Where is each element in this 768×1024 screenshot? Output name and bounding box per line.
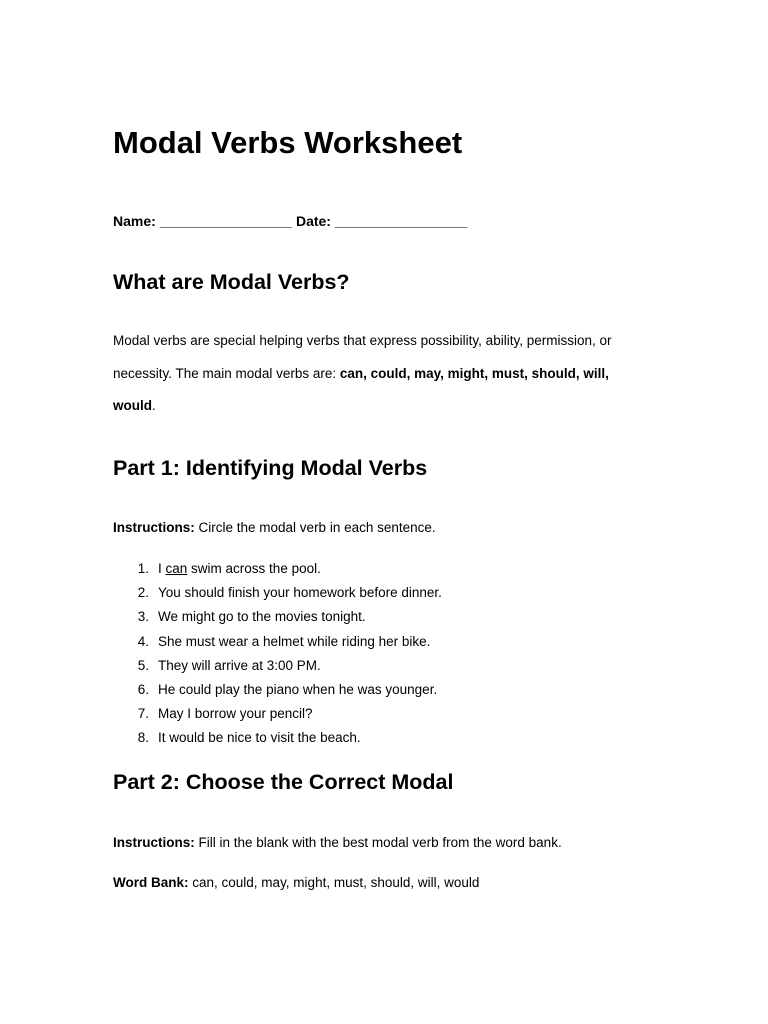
- part1-heading: Part 1: Identifying Modal Verbs: [113, 456, 428, 480]
- item-number: 5.: [137, 657, 149, 673]
- name-blank: _________________: [159, 213, 293, 229]
- part2-instructions: [113, 834, 562, 852]
- list-item: [113, 583, 442, 607]
- list-item: [113, 607, 442, 631]
- item-number: 8.: [137, 730, 149, 746]
- modal-verb-list: can, could, may, might, must, should, will, would: [113, 365, 609, 413]
- word-bank: [113, 874, 479, 892]
- part2-instructions-label: Instructions:: [113, 835, 195, 850]
- word-bank-label: Word Bank:: [113, 875, 189, 890]
- item-text: We might go to the movies tonight.: [158, 609, 366, 625]
- word-bank-text: can, could, may, might, must, should, will, would: [188, 875, 480, 890]
- list-item: [113, 632, 442, 656]
- date-label: Date:: [295, 213, 331, 229]
- item-text: He could play the piano when he was younger.: [158, 681, 438, 697]
- item-number: 6.: [137, 681, 149, 697]
- item-text: It would be nice to visit the beach.: [158, 730, 361, 746]
- name-date-line: [113, 212, 467, 230]
- page-title: Modal Verbs Worksheet: [113, 125, 463, 160]
- item-text: They will arrive at 3:00 PM.: [158, 657, 321, 673]
- underlined-modal: can: [165, 561, 188, 576]
- part1-instructions: [113, 519, 436, 537]
- part2-heading: Part 2: Choose the Correct Modal: [113, 770, 454, 794]
- intro-paragraph: [113, 325, 653, 423]
- list-item: [113, 656, 442, 680]
- intro-text: Modal verbs are special helping verbs that express possibility, ability, permission, or necessity. The main modal verbs are:: [113, 333, 612, 381]
- intro-period: .: [152, 398, 156, 413]
- intro-heading: What are Modal Verbs?: [113, 270, 350, 294]
- part1-instructions-label: Instructions:: [113, 520, 195, 535]
- item-number: 3.: [137, 609, 149, 625]
- list-item: [113, 704, 442, 728]
- date-blank: _________________: [334, 213, 468, 229]
- part1-instructions-text: Circle the modal verb in each sentence.: [194, 520, 436, 535]
- item-text: You should finish your homework before dinner.: [158, 585, 442, 601]
- sentence-list: [113, 559, 442, 753]
- item-text: May I borrow your pencil?: [158, 706, 313, 722]
- item-number: 7.: [137, 706, 149, 722]
- item-text-after: swim across the pool.: [187, 561, 321, 576]
- item-text: She must wear a helmet while riding her bike.: [158, 633, 431, 649]
- list-item: [113, 680, 442, 704]
- item-number: 4.: [137, 633, 149, 649]
- item-number: 1.: [137, 561, 149, 576]
- part2-instructions-text: Fill in the blank with the best modal verb from the word bank.: [194, 835, 562, 850]
- item-number: 2.: [137, 585, 149, 601]
- name-label: Name:: [113, 213, 156, 229]
- item-text: I: [158, 561, 166, 576]
- list-item: [113, 728, 442, 752]
- list-item: [113, 559, 442, 583]
